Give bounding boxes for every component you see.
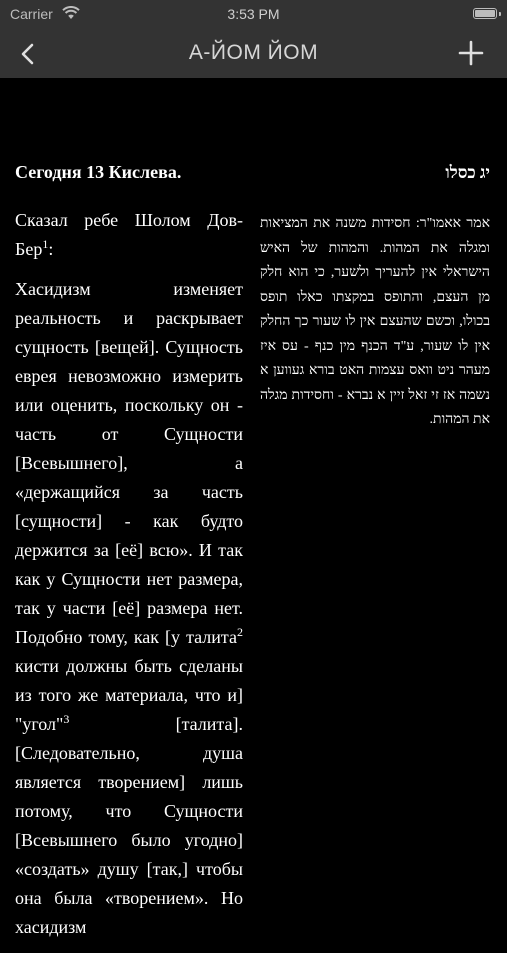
plus-icon[interactable]: [457, 39, 485, 67]
status-time: 3:53 PM: [227, 6, 280, 22]
footnote-3[interactable]: 3: [63, 712, 70, 726]
footnote-2[interactable]: 2: [237, 625, 243, 639]
page-title: А-ЙОМ ЙОМ: [188, 41, 319, 64]
hebrew-paragraph: אמר אאמו"ר: חסידות משנה את המציאות ומגלה את המהות. והמהות של האיש הישראלי אין להעריך ולשער, כי הוא חלק מן העצם, והתופס במקצתו כאלו תופס בכולו, וכשם שהעצם אין לו שעור כך החלק אין לו שעור, ע"ד הכנף מין כנף - עס איז מעהר ניט וואס עצמות האט בורא געווען א נשמה אז זי זאל זיין א נברא - וחסידות מגלה את המהות.: [260, 216, 490, 427]
russian-column: [15, 158, 243, 953]
battery-icon: [473, 8, 497, 19]
hebrew-date: יג כסלו: [445, 163, 490, 182]
battery-tip: [499, 12, 501, 16]
carrier-label: Carrier: [10, 6, 53, 22]
russian-paragraph-1: Сказал ребе Шолом Дов-Бер$^1$:: [15, 210, 243, 259]
footnote-1[interactable]: 1: [42, 237, 49, 251]
hebrew-column: [260, 158, 490, 433]
russian-paragraph-2: Хасидизм изменяет реальность и раскрывает сущность [вещей]. Сущность еврея невозможно измерить или оценить, поскольку он - часть от Сущности [Всевышнего], а «держащийся за часть [сущности] - как будто держится за [её] всю». И так как у Сущности нет размера, так у части [её] размера нет. Подобно тому, как [у талита$^2$ кисти должны быть сделаны из того же материала, что и] "угол"$^3$ [талита]. [Следовательно, душа является творением] лишь потому, что Сущности [Всевышнего было угодно] «создать» душу [так,] чтобы она была «творением». Но хасидизм: [15, 279, 243, 937]
russian-date: Сегодня 13 Кислева.: [15, 162, 182, 182]
navigation-bar: [0, 28, 507, 78]
status-bar: [0, 0, 507, 28]
